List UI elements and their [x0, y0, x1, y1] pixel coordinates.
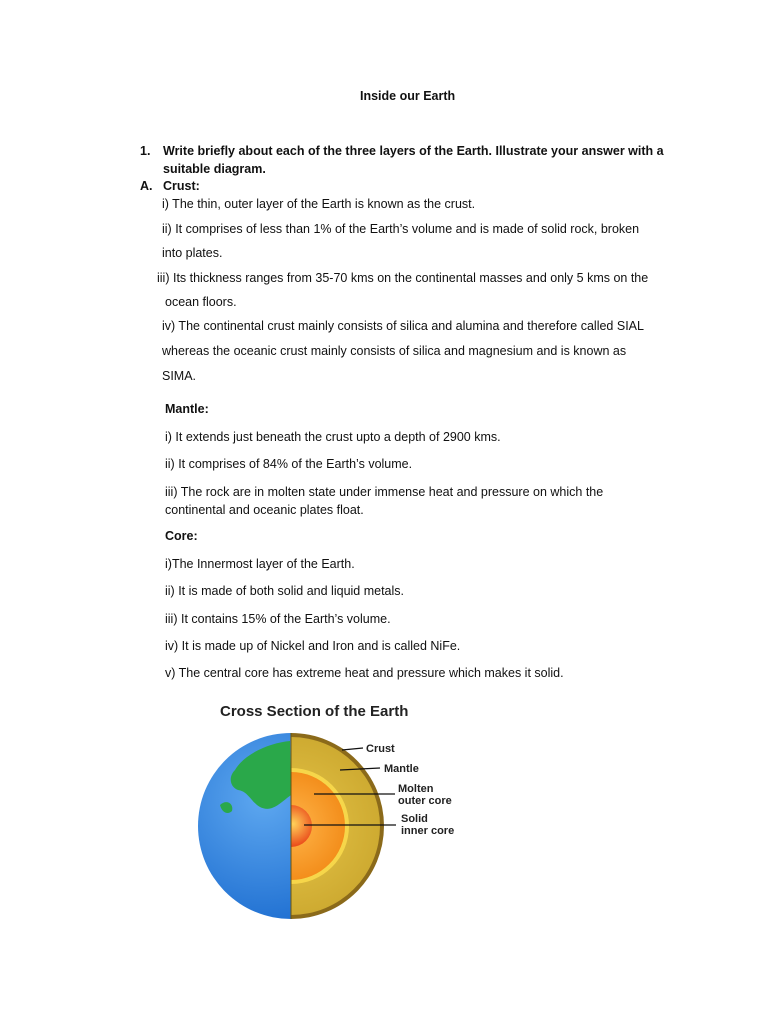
crust-point-2-line-2: into plates. — [162, 246, 223, 260]
label-inner-core-line-2: inner core — [401, 825, 455, 837]
core-point-3: iii) It contains 15% of the Earth’s volume. — [165, 612, 391, 626]
page-title: Inside our Earth — [360, 89, 456, 103]
answer-marker: A. — [140, 179, 153, 193]
mantle-point-3-line-1: iii) The rock are in molten state under immense heat and pressure on which the — [165, 485, 604, 499]
crust-leader-line — [342, 748, 363, 750]
mantle-heading: Mantle: — [165, 402, 209, 416]
question-number: 1. — [140, 144, 151, 158]
core-heading: Core: — [165, 529, 198, 543]
crust-point-4-line-1: iv) The continental crust mainly consists of silica and alumina and therefore called SIAL — [162, 319, 644, 333]
label-outer-core-line-1: Molten — [398, 783, 434, 795]
mantle-point-1: i) It extends just beneath the crust upto a depth of 2900 kms. — [165, 430, 501, 444]
core-point-5: v) The central core has extreme heat and pressure which makes it solid. — [165, 666, 564, 680]
core-point-4: iv) It is made up of Nickel and Iron and is called NiFe. — [165, 639, 461, 653]
label-inner-core-line-1: Solid — [401, 813, 428, 825]
crust-point-3-line-1: iii) Its thickness ranges from 35-70 kms on the continental masses and only 5 kms on the — [157, 271, 649, 285]
crust-point-4-line-3: SIMA. — [162, 369, 197, 383]
label-mantle: Mantle — [384, 763, 419, 775]
crust-point-4-line-2: whereas the oceanic crust mainly consists of silica and magnesium and is known as — [162, 344, 627, 358]
label-outer-core-line-2: outer core — [398, 795, 452, 807]
crust-point-2-line-1: ii) It comprises of less than 1% of the Earth’s volume and is made of solid rock, broken — [162, 222, 640, 236]
question-text-line-2: suitable diagram. — [163, 162, 266, 176]
crust-point-3-line-2: ocean floors. — [165, 295, 237, 309]
mantle-point-3-line-2: continental and oceanic plates float. — [165, 503, 364, 517]
crust-point-1: i) The thin, outer layer of the Earth is known as the crust. — [162, 197, 476, 211]
label-crust: Crust — [366, 743, 395, 755]
core-point-1: i)The Innermost layer of the Earth. — [165, 557, 355, 571]
core-point-2: ii) It is made of both solid and liquid metals. — [165, 584, 405, 598]
mantle-point-2: ii) It comprises of 84% of the Earth’s volume. — [165, 457, 413, 471]
question-text-line-1: Write briefly about each of the three layers of the Earth. Illustrate your answer with a — [163, 144, 664, 158]
diagram-title: Cross Section of the Earth — [220, 703, 409, 720]
crust-heading: Crust: — [163, 179, 200, 193]
earth-cross-section-diagram — [180, 695, 510, 930]
